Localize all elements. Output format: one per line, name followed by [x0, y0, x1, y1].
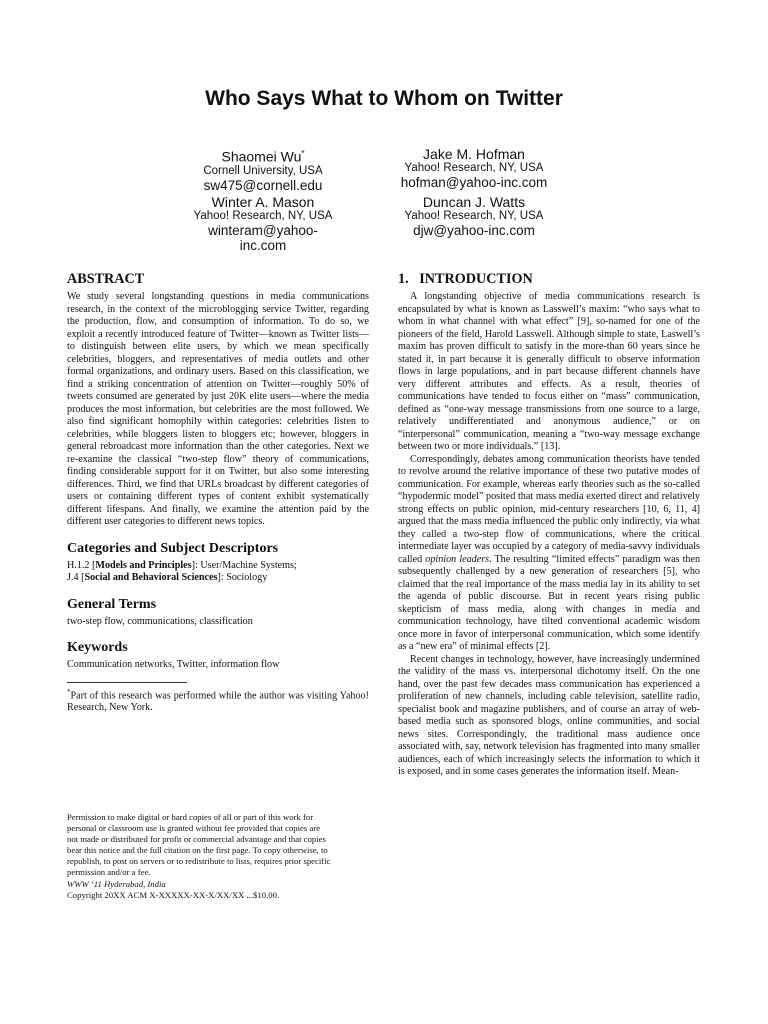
author-block: [168, 194, 358, 253]
author-block: [379, 194, 569, 238]
author-email-continued: inc.com: [239, 238, 287, 253]
author-name: Winter A. Mason: [211, 194, 315, 210]
introduction-heading: 1. INTRODUCTION: [398, 271, 533, 287]
keywords-text: Communication networks, Twitter, information flow: [67, 659, 280, 670]
keywords-heading: Keywords: [67, 640, 128, 655]
author-affiliation: Yahoo! Research, NY, USA: [193, 210, 333, 222]
footnote-divider: [67, 682, 187, 683]
author-name: Duncan J. Watts: [422, 194, 526, 210]
abstract-heading: ABSTRACT: [67, 271, 145, 287]
author-email: sw475@cornell.edu: [203, 177, 323, 193]
author-name: Jake M. Hofman: [423, 146, 525, 162]
permission-notice: Permission to make digital or hard copies of all or part of this work for personal or classroom use is granted without fee provided that copies are not made or distributed for profit or commercial advantage and that copies bear this notice and the full citation on the first page. To copy otherwise, to republish, to post on servers or to redistribute to lists, requires prior specific permission and/or a fee. WWW ‘11 Hyderabad, India Copyright 20XX ACM X-XXXXX-XX-X/XX/XX ...$10.00.: [67, 812, 369, 901]
paper-title: Who Says What to Whom on Twitter: [205, 87, 563, 110]
author-name: Shaomei Wu*: [221, 148, 305, 165]
general-terms-text: two-step flow, communications, classification: [67, 615, 253, 627]
general-terms-heading: General Terms: [67, 596, 157, 612]
categories-text: H.1.2 [Models and Principles]: User/Machine Systems; J.4 [Social and Behavioral Sciences]: Sociology: [67, 559, 297, 583]
author-affiliation: Cornell University, USA: [203, 164, 323, 177]
intro-paragraph: A longstanding objective of media communications research is encapsulated by what is known as Lasswell’s maxim: “who says what to whom in what channel with what effect” [9], so-named for one of the pioneers of the field, Harold Lasswell. Although simple to state, Laswell’s maxim has proven difficult to satisfy in the more-than 60 years since he stated it, in part because it is generally difficult to observe information flows in large populations, and in part because different channels have very different attributes and effects. As a result, theories of communications have tended to focus either on “mass” communication, defined as “one-way message transmissions from one source to a large, relatively undifferentiated and anonymous audience,” or on “interpersonal” communication, meaning a “two-way message exchange between two or more individuals.” [13].: [398, 291, 700, 452]
right-column: [398, 270, 700, 779]
intro-paragraph: Recent changes in technology, however, have increasingly undermined the validity of the mass vs. interpersonal dichotomy itself. On the one hand, over the past few decades mass communication has experienced a proliferation of new channels, including cable television, satellite radio, specialist book and magazine publishers, and of course an array of web-based media such as sponsored blogs, online communities, and social news sites. Correspondingly, the traditional mass audience once associated with, say, network television has fragmented into many smaller audiences, each of which increasingly selects the information to which it is exposed, and in some cases generates the information itself. Mean-: [398, 653, 700, 777]
author-affiliation: Yahoo! Research, NY, USA: [404, 210, 544, 222]
copyright-line: Copyright 20XX ACM X-XXXXX-XX-X/XX/XX ...$10.00.: [67, 889, 280, 900]
author-email: djw@yahoo-inc.com: [413, 223, 535, 238]
footnote: *Part of this research was performed while the author was visiting Yahoo! Research, New York.: [67, 687, 369, 713]
author-affiliation: Yahoo! Research, NY, USA: [404, 162, 544, 174]
intro-paragraph: Correspondingly, debates among communication theorists have tended to revolve around the relative importance of these two putative modes of communication. For example, whereas early theories such as the so-called “hypodermic model” posited that mass media exerted direct and relatively strong effects on public opinion, mid-century researchers [10, 6, 11, 4] argued that the mass media influenced the public only indirectly, via what they called a two-step flow of communications, where the critical intermediate layer was occupied by a category of media-savvy individuals called opinion leaders. The resulting “limited effects” paradigm was then subsequently challenged by a new generation of researchers [5], who claimed that the real importance of the mass media lay in its ability to set the agenda of public discourse. But in recent years rising public skepticism of mass media, along with changes in media and communication technology, have tilted conventional academic wisdom once more in favor of interpersonal communication, which some identify as a “new era” of minimal effects [2].: [398, 453, 701, 652]
left-column: [67, 270, 369, 714]
author-block: [168, 146, 358, 193]
author-email: winteram@yahoo-: [208, 223, 318, 238]
conference-info: WWW ‘11 Hyderabad, India: [67, 878, 166, 889]
abstract-text: We study several longstanding questions in media communications research, in the context of the microblogging service Twitter, regarding the production, flow, and consumption of information. To do so, we exploit a recently introduced feature of Twitter—known as Twitter lists—to distinguish between elite users, by which we mean specifically celebrities, bloggers, and representatives of media outlets and other formal organizations, and ordinary users. Based on this classification, we find a striking concentration of attention on Twitter—roughly 50% of tweets consumed are generated by just 20K elite users—where the media produces the most information, but celebrities are the most followed. We also find significant homophily within categories: celebrities listen to celebrities, while bloggers listen to bloggers etc; however, bloggers in general rebroadcast more information than the other categories. Next we re-examine the classical “two-step flow” theory of communications, finding considerable support for it on Twitter, but also some interesting differences. Third, we find that URLs broadcast by different categories of users or containing different types of content exhibit systematically different lifespans. And finally, we examine the attention paid by the different user categories to different news topics.: [67, 291, 369, 527]
author-block: [379, 146, 569, 190]
footnote-mark: *: [301, 149, 305, 158]
categories-heading: Categories and Subject Descriptors: [67, 540, 279, 556]
author-email: hofman@yahoo-inc.com: [400, 175, 548, 190]
